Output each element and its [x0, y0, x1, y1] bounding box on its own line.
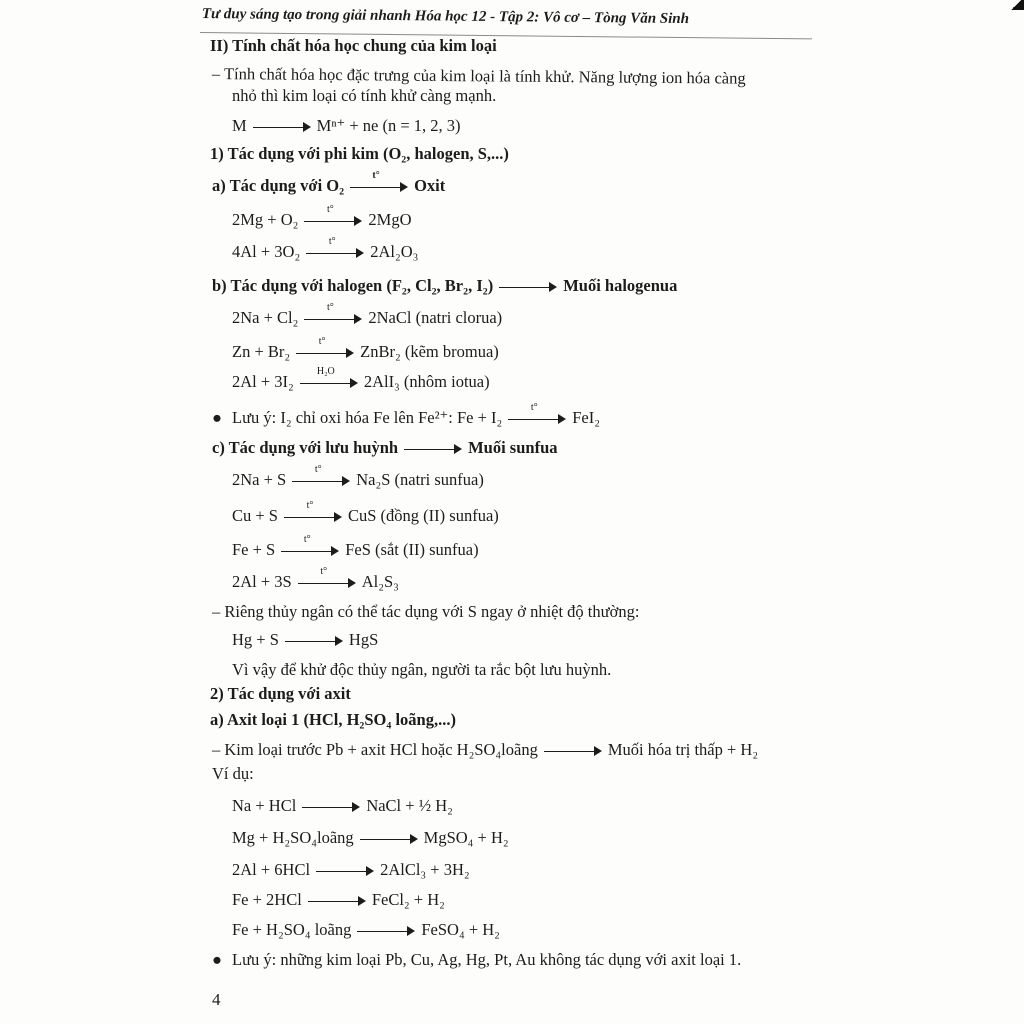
note-iodine-iron: ● Lưu ý: I₂ chỉ oxi hóa Fe lên Fe²⁺: Fe + I₂ t° FeI₂: [212, 402, 600, 427]
bullet-icon: ●: [212, 408, 222, 427]
example-label: Ví dụ:: [212, 764, 254, 783]
equation-mg-h2so4: Mg + H₂SO₄loãng MgSO₄ + H₂: [232, 828, 509, 847]
property-statement-cont: nhỏ thì kim loại có tính khử càng mạnh.: [232, 86, 497, 105]
equation-fe-h2so4: Fe + H₂SO₄ loãng FeSO₄ + H₂: [232, 920, 500, 939]
equation-na-hcl: Na + HCl NaCl + ½ H₂: [232, 796, 453, 815]
equation-al-s: 2Al + 3S t° Al₂S₃: [232, 566, 399, 591]
equation-zn-br2: Zn + Br₂ t° ZnBr₂ (kẽm bromua): [232, 336, 499, 361]
equation-fe-hcl: Fe + 2HCl FeCl₂ + H₂: [232, 890, 445, 909]
mercury-note: – Riêng thủy ngân có thể tác dụng với S ngay ở nhiệt độ thường:: [212, 602, 640, 621]
running-header: Tư duy sáng tạo trong giải nhanh Hóa học 12 - Tập 2: Vô cơ – Tòng Văn Sinh: [201, 6, 690, 28]
heading-sulfur: c) Tác dụng với lưu huỳnh Muối sunfua: [212, 438, 558, 457]
equation-na-s: 2Na + S t° Na₂S (natri sunfua): [232, 464, 484, 489]
ionization-equation: M Mⁿ⁺ + ne (n = 1, 2, 3): [232, 116, 461, 135]
subsection-acid: 2) Tác dụng với axit: [210, 684, 351, 703]
equation-al-o2: 4Al + 3O₂ t° 2Al₂O₃: [232, 236, 419, 261]
equation-mg-o2: 2Mg + O₂ t° 2MgO: [232, 204, 412, 229]
equation-al-i2: 2Al + 3I₂ H₂O 2AlI₃ (nhôm iotua): [232, 366, 490, 391]
mercury-detox-note: Vì vậy để khử độc thủy ngân, người ta rắc bột lưu huỳnh.: [232, 660, 612, 679]
section-title-ii: II) Tính chất hóa học chung của kim loại: [210, 36, 497, 55]
equation-fe-s: Fe + S t° FeS (sắt (II) sunfua): [232, 534, 479, 559]
bullet-icon: ●: [212, 950, 222, 969]
note-unreactive-metals: ● Lưu ý: những kim loại Pb, Cu, Ag, Hg, Pt, Au không tác dụng với axit loại 1.: [212, 950, 742, 969]
page-corner-mark: [1008, 0, 1024, 10]
acid-rule: – Kim loại trước Pb + axit HCl hoặc H₂SO₄loãng Muối hóa trị thấp + H₂: [212, 740, 759, 759]
heading-acid-type1: a) Axit loại 1 (HCl, H₂SO₄ loãng,...): [210, 710, 456, 729]
property-statement: – Tính chất hóa học đặc trưng của kim loại là tính khử. Năng lượng ion hóa càng: [211, 64, 746, 88]
equation-hg-s: Hg + S HgS: [232, 630, 379, 649]
equation-na-cl2: 2Na + Cl₂ t° 2NaCl (natri clorua): [232, 302, 503, 327]
equation-cu-s: Cu + S t° CuS (đồng (II) sunfua): [232, 500, 499, 525]
page-number: 4: [212, 990, 221, 1009]
equation-al-hcl: 2Al + 6HCl 2AlCl₃ + 3H₂: [232, 860, 470, 879]
heading-halogen: b) Tác dụng với halogen (F₂, Cl₂, Br₂, I₂) Muối halogenua: [212, 276, 678, 295]
heading-oxygen: a) Tác dụng với O₂ t° Oxit: [212, 170, 446, 195]
subsection-nonmetal: 1) Tác dụng với phi kim (O₂, halogen, S,...): [210, 144, 509, 163]
